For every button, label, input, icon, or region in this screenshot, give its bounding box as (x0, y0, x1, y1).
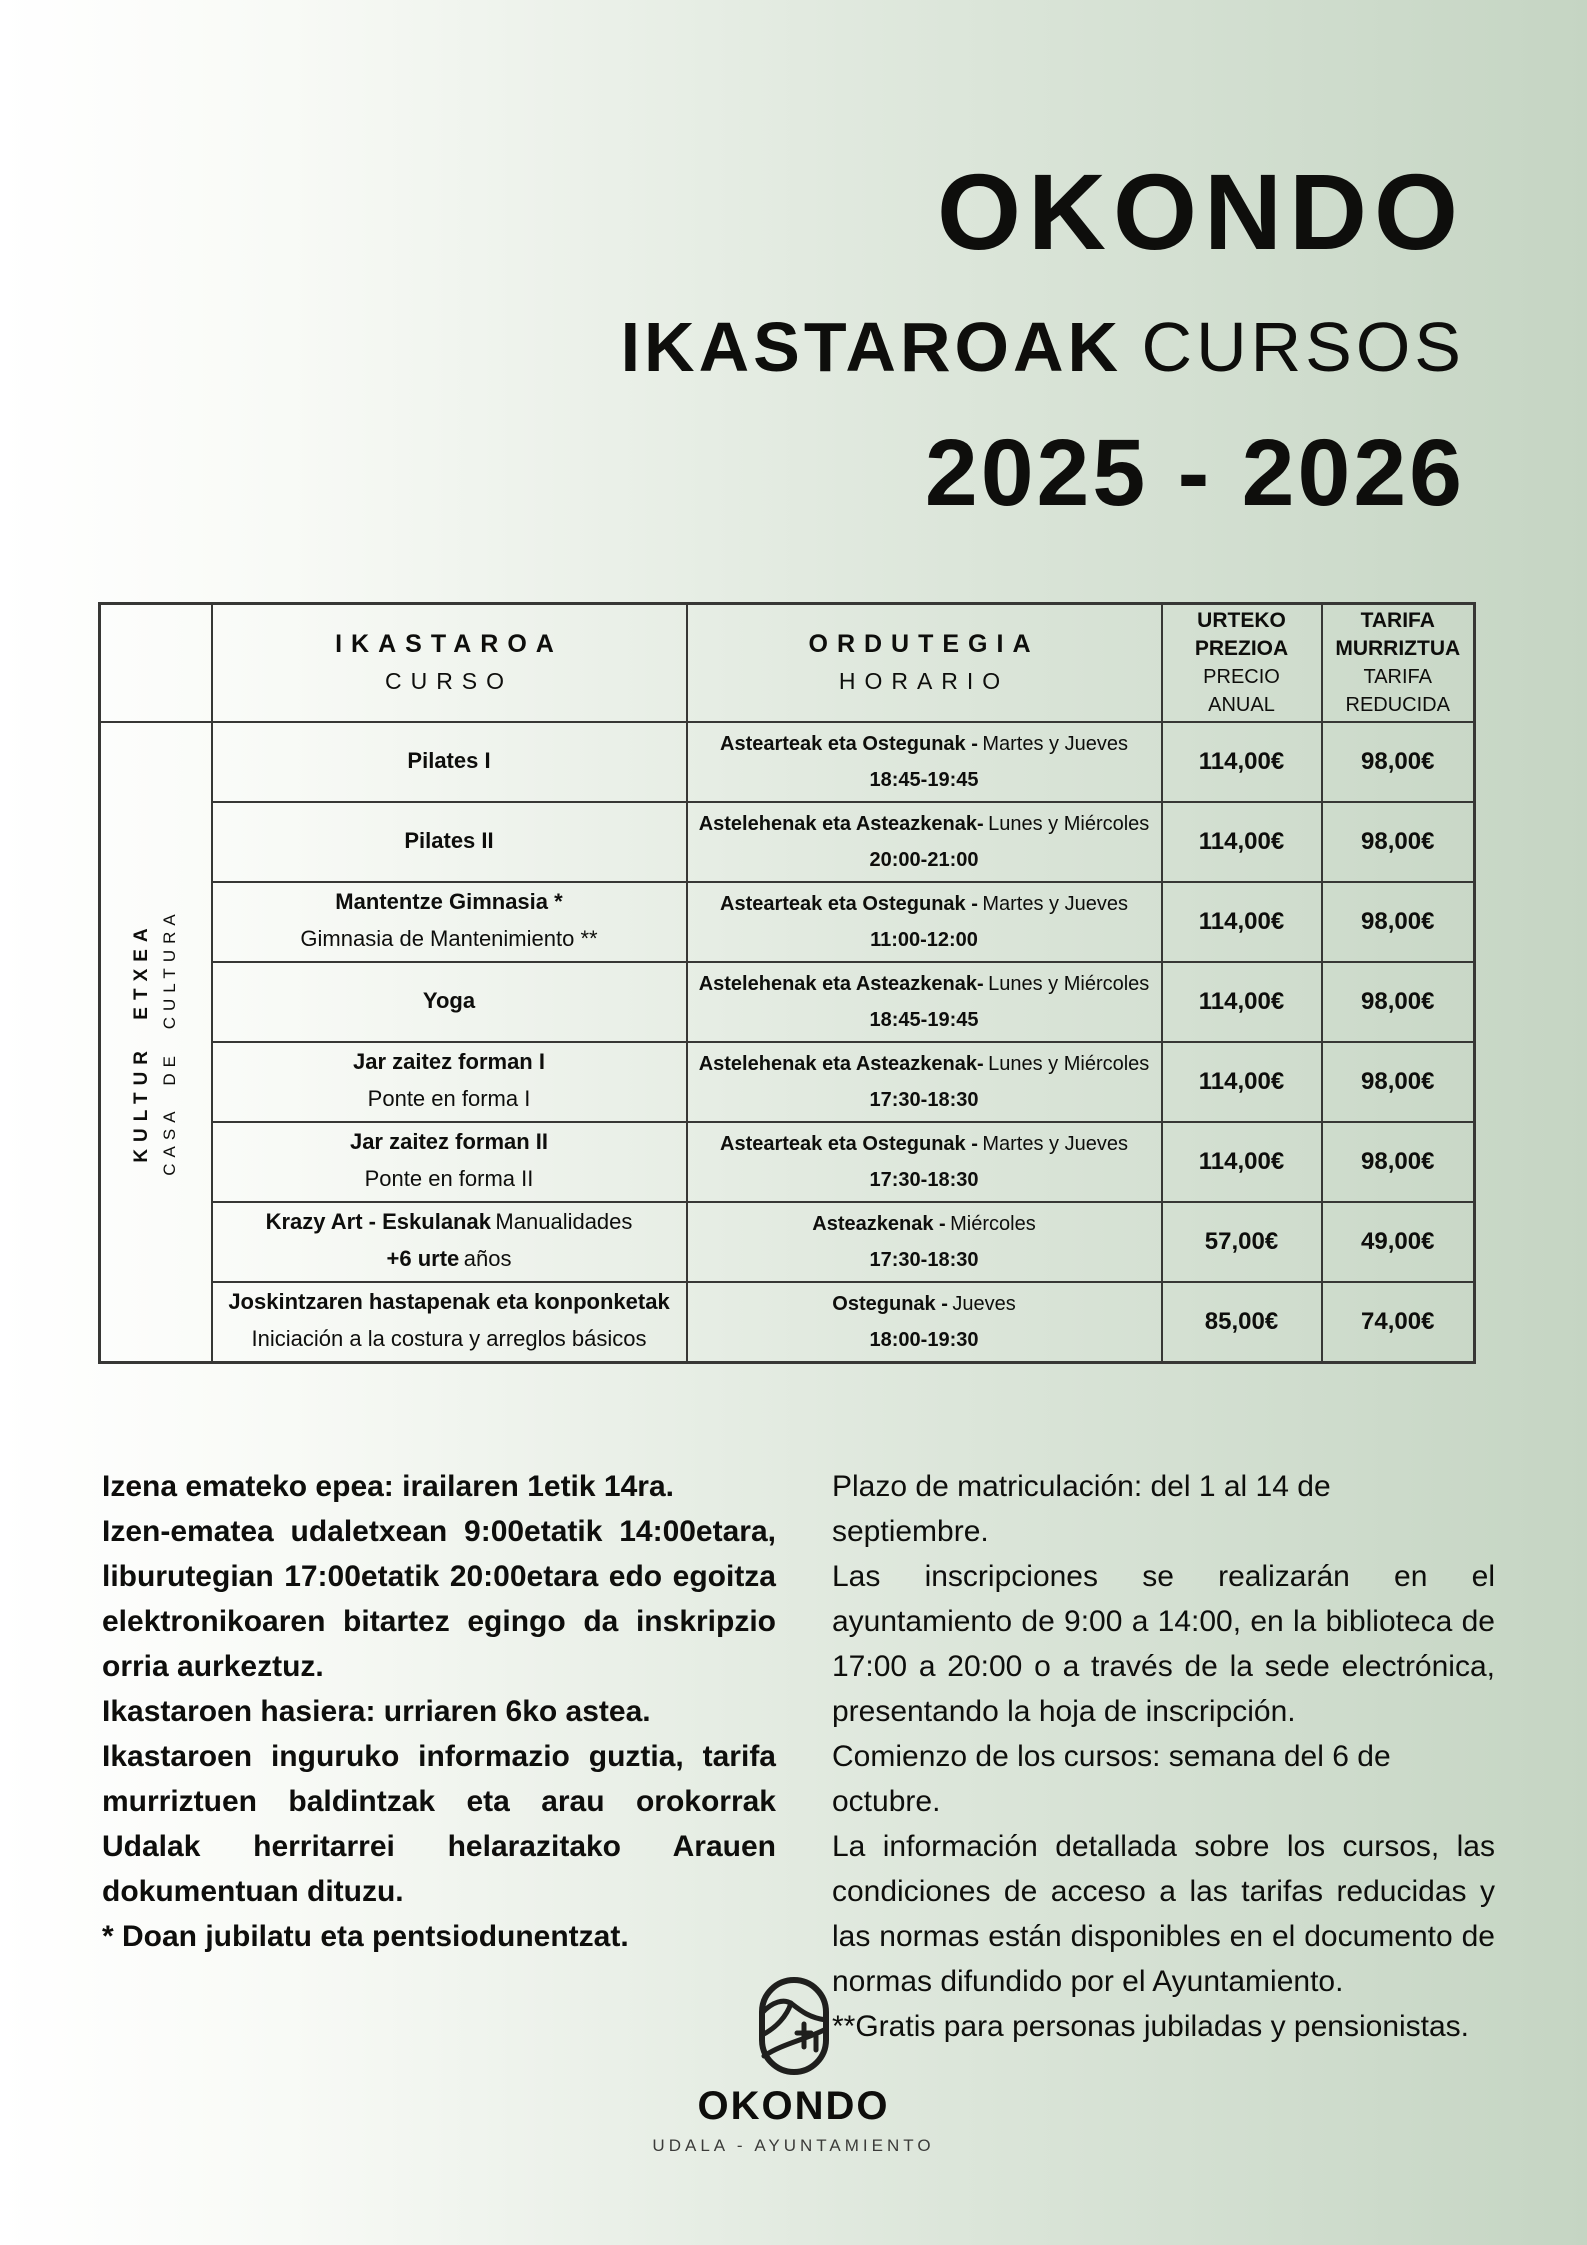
course-name-cell: Joskintzaren hastapenak eta konponketak Iniciación a la costura y arreglos básicos (212, 1282, 687, 1363)
course-name-cell: Jar zaitez forman I Ponte en forma I (212, 1042, 687, 1122)
footer-brand: OKONDO (697, 2084, 890, 2128)
side-header-cell (100, 604, 212, 723)
schedule-cell: Astearteak eta Ostegunak - Martes y Jueves 17:30-18:30 (687, 1122, 1162, 1202)
rules-info-es: La información detallada sobre los cursos, las condiciones de acceso a las tarifas reducidas y las normas están disponibles en el documento de normas difundido por el Ayuntamiento. (832, 1830, 1495, 1998)
footer-subtitle: UDALA - AYUNTAMIENTO (652, 2136, 935, 2155)
reduced-price-cell: 98,00€ (1322, 882, 1475, 962)
subtitle-spanish: CURSOS (1141, 308, 1465, 386)
start-date-eu: Ikastaroen hasiera: urriaren 6ko astea. (102, 1695, 651, 1728)
footnote-es: **Gratis para personas jubiladas y pensionistas. (832, 2010, 1470, 2043)
footer (0, 1976, 1587, 2156)
schedule-cell: Astelehenak eta Asteazkenak- Lunes y Miércoles 17:30-18:30 (687, 1042, 1162, 1122)
table-row (100, 882, 1475, 962)
subtitle-basque: IKASTAROAK (620, 308, 1123, 386)
reduced-price-cell: 98,00€ (1322, 722, 1475, 802)
annual-price-cell: 114,00€ (1162, 802, 1322, 882)
column-header-annual-price: URTEKO PREZIOA PRECIO ANUAL (1162, 604, 1322, 723)
annual-price-cell: 114,00€ (1162, 722, 1322, 802)
column-header-course: IKASTAROA CURSO (212, 604, 687, 723)
schedule-cell: Asteazkenak - Miércoles 17:30-18:30 (687, 1202, 1162, 1282)
schedule-cell: Ostegunak - Jueves 18:00-19:30 (687, 1282, 1162, 1363)
start-date-es: Comienzo de los cursos: semana del 6 de octubre. (832, 1740, 1391, 1818)
table-row (100, 1282, 1475, 1363)
enrollment-period-eu: Izena emateko epea: irailaren 1etik 14ra. (102, 1470, 674, 1503)
course-name-cell: Yoga (212, 962, 687, 1042)
course-name-cell: Mantentze Gimnasia * Gimnasia de Mantenimiento ** (212, 882, 687, 962)
okondo-hills-emblem-icon (758, 1976, 830, 2076)
footnote-eu: * Doan jubilatu eta pentsiodunentzat. (102, 1920, 629, 1953)
annual-price-cell: 57,00€ (1162, 1202, 1322, 1282)
table-row (100, 1202, 1475, 1282)
enrollment-details-es: Las inscripciones se realizarán en el ayuntamiento de 9:00 a 14:00, en la biblioteca de 17:00 a 20:00 o a través de la sede electrónica, presentando la hoja de inscripción. (832, 1560, 1495, 1728)
reduced-price-cell: 74,00€ (1322, 1282, 1475, 1363)
annual-price-cell: 114,00€ (1162, 882, 1322, 962)
schedule-cell: Astearteak eta Ostegunak - Martes y Jueves 11:00-12:00 (687, 882, 1162, 962)
venue-side-cell (100, 722, 212, 1363)
course-name-cell: Pilates II (212, 802, 687, 882)
reduced-price-cell: 98,00€ (1322, 962, 1475, 1042)
course-name-cell: Krazy Art - Eskulanak Manualidades +6 urte años (212, 1202, 687, 1282)
enrollment-period-es: Plazo de matriculación: del 1 al 14 de septiembre. (832, 1470, 1331, 1548)
annual-price-cell: 85,00€ (1162, 1282, 1322, 1363)
venue-label: KULTUR ETXEA CASA DE CULTURA (130, 908, 179, 1176)
enrollment-details-eu: Izen-ematea udaletxean 9:00etatik 14:00etara, liburutegian 17:00etatik 20:00etara edo egoitza elektronikoaren bitartez egingo da inskripzio orria aurkeztuz. (102, 1515, 776, 1683)
table-row (100, 1042, 1475, 1122)
table-row (100, 1122, 1475, 1202)
annual-price-cell: 114,00€ (1162, 962, 1322, 1042)
table-row (100, 802, 1475, 882)
rules-info-eu: Ikastaroen inguruko informazio guztia, tarifa murriztuen baldintzak eta arau orokorrak Udalak herritarrei helarazitako Arauen dokumentuan dituzu. (102, 1740, 776, 1908)
course-table (98, 602, 1476, 1364)
annual-price-cell: 114,00€ (1162, 1042, 1322, 1122)
table-header-row (100, 604, 1475, 723)
page-subtitle (620, 308, 1465, 386)
column-header-schedule: ORDUTEGIA HORARIO (687, 604, 1162, 723)
schedule-cell: Astelehenak eta Asteazkenak- Lunes y Miércoles 18:45-19:45 (687, 962, 1162, 1042)
reduced-price-cell: 98,00€ (1322, 1122, 1475, 1202)
reduced-price-cell: 98,00€ (1322, 1042, 1475, 1122)
schedule-cell: Astearteak eta Ostegunak - Martes y Jueves 18:45-19:45 (687, 722, 1162, 802)
schedule-cell: Astelehenak eta Asteazkenak- Lunes y Miércoles 20:00-21:00 (687, 802, 1162, 882)
column-header-reduced-price: TARIFA MURRIZTUA TARIFA REDUCIDA (1322, 604, 1475, 723)
reduced-price-cell: 98,00€ (1322, 802, 1475, 882)
info-column-basque (102, 1464, 776, 1959)
title-block (620, 151, 1465, 526)
annual-price-cell: 114,00€ (1162, 1122, 1322, 1202)
season-label: 2025 - 2026 (924, 420, 1465, 526)
reduced-price-cell: 49,00€ (1322, 1202, 1475, 1282)
table-row (100, 722, 1475, 802)
info-column-spanish (832, 1464, 1495, 2049)
table-row (100, 962, 1475, 1042)
page-title: OKONDO (937, 151, 1465, 272)
course-name-cell: Pilates I (212, 722, 687, 802)
course-name-cell: Jar zaitez forman II Ponte en forma II (212, 1122, 687, 1202)
